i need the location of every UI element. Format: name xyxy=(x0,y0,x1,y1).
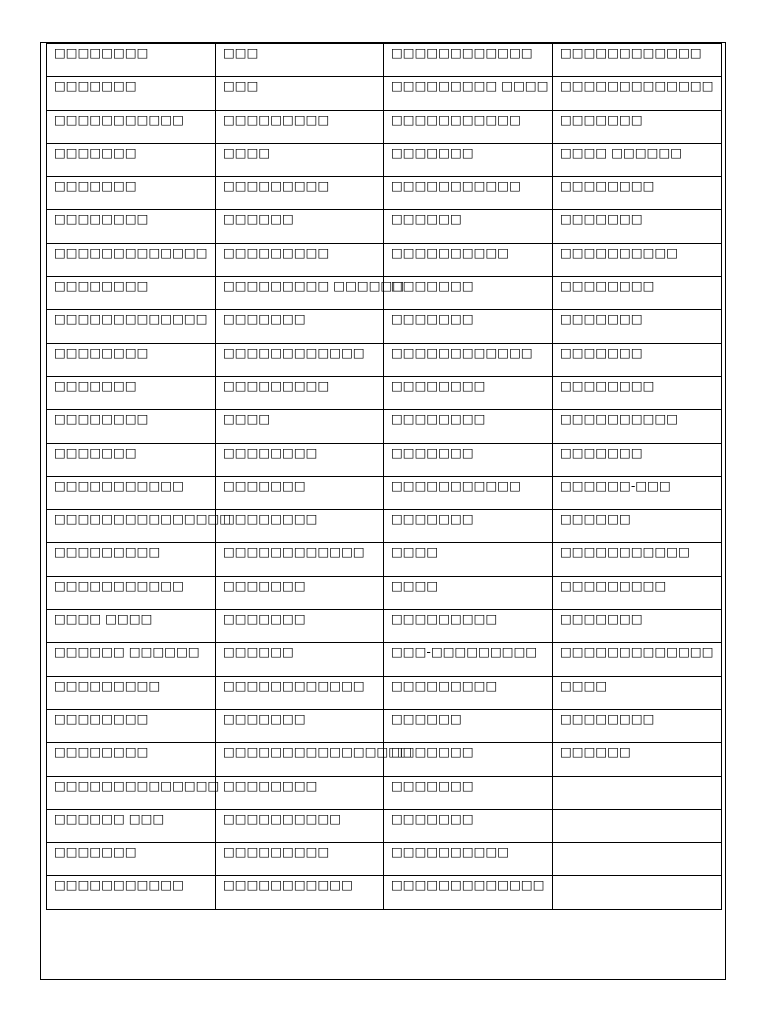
table-cell: □□□□□□□□□ xyxy=(216,243,384,276)
table-cell: □□□□□□ xyxy=(216,210,384,243)
table-cell: □□□□□□□□□□ xyxy=(553,243,722,276)
table-row xyxy=(47,610,722,643)
table-cell: □□□□□□□□□□ xyxy=(384,843,553,876)
table-cell: □□□□□□□ xyxy=(384,776,553,809)
table-cell: □□□□□□□□□□□□□ xyxy=(553,643,722,676)
table-cell: □□□□□□□□□□□ xyxy=(553,543,722,576)
table-cell: □□□□□□□□ xyxy=(216,443,384,476)
table-cell xyxy=(553,876,722,909)
table-cell: □□□□□□□□□□□□□ xyxy=(384,876,553,909)
table-cell: □□□□□□□□□□□□□□ xyxy=(47,776,216,809)
table-cell: □□□□□□□□□□□□ xyxy=(216,343,384,376)
table-row xyxy=(47,576,722,609)
table-cell: □□□□□□□ xyxy=(216,310,384,343)
table-cell: □□□□□□□□□□□□□□□□ xyxy=(216,743,384,776)
table-row xyxy=(47,44,722,77)
table-cell: □□□□□□□□□ xyxy=(384,676,553,709)
table-cell: □□□□□□□□□□□ xyxy=(384,177,553,210)
table-row xyxy=(47,110,722,143)
table-row xyxy=(47,843,722,876)
table-cell: □□□□□□□□ xyxy=(47,743,216,776)
table-cell xyxy=(553,843,722,876)
table-row xyxy=(47,310,722,343)
table-cell: □□□□□□□□ xyxy=(553,376,722,409)
table-cell: □□□□□□□□ xyxy=(47,343,216,376)
table-cell: □□□□□□□□□□□ xyxy=(384,110,553,143)
table-cell: □□□□□□□ xyxy=(553,443,722,476)
table-row xyxy=(47,709,722,742)
table-cell: □□□□□□□ xyxy=(553,610,722,643)
table-cell: □□□□□□□□□□□□ xyxy=(384,44,553,77)
table-row xyxy=(47,343,722,376)
table-row xyxy=(47,210,722,243)
table-cell: □□□□□□□□□□□ xyxy=(47,876,216,909)
table-row xyxy=(47,410,722,443)
table-cell: □□□□□□ xyxy=(384,709,553,742)
table-cell: □□□□□□□□ xyxy=(553,709,722,742)
table-cell: □□□□□□□ xyxy=(47,843,216,876)
table-cell: □□□□□□□□□ xyxy=(216,376,384,409)
table-cell: □□□□□□□□□□ xyxy=(384,243,553,276)
table-row xyxy=(47,543,722,576)
table-cell: □□□□ xyxy=(384,543,553,576)
table-cell: □□□□□□□□□□□ xyxy=(384,476,553,509)
table-row xyxy=(47,510,722,543)
table-cell: □□□□□□□□□□□□□ xyxy=(47,243,216,276)
table-cell: □□□□□□□□ xyxy=(216,776,384,809)
table-cell: □□□□□□□□□□□□ xyxy=(553,44,722,77)
table-cell: □□□□□□□□□ xyxy=(47,543,216,576)
table-cell: □□□□□□□ xyxy=(384,809,553,842)
table-cell: □□□□□□□□□□ xyxy=(216,809,384,842)
table-cell: □□□□□□□□□□ xyxy=(553,410,722,443)
table-cell xyxy=(553,776,722,809)
table-cell: □□□□□□□□□□□ xyxy=(47,110,216,143)
table-cell: □□□□□□ xyxy=(384,210,553,243)
table-cell: □□□□□□□ xyxy=(384,443,553,476)
table-cell: □□□□ xyxy=(216,410,384,443)
table-cell xyxy=(553,809,722,842)
table-cell: □□□-□□□□□□□□□ xyxy=(384,643,553,676)
table-cell: □□□□□□□□□ xyxy=(216,110,384,143)
table-cell: □□□□□□□ xyxy=(47,77,216,110)
table-cell: □□□□□□□ xyxy=(553,110,722,143)
table-cell: □□□□□□□□□□□□ xyxy=(216,543,384,576)
table-row xyxy=(47,809,722,842)
table-cell: □□□□□□□ xyxy=(47,177,216,210)
table-cell: □□□□□□□□ xyxy=(47,709,216,742)
table-row xyxy=(47,676,722,709)
table-cell: □□□□□□□ xyxy=(216,576,384,609)
table-cell: □□□□□□□□ xyxy=(47,410,216,443)
table-cell: □□□□□□□□ xyxy=(553,277,722,310)
table-row xyxy=(47,476,722,509)
table-cell: □□□□□□□□□ xyxy=(216,843,384,876)
table-cell: □□□□□□□ xyxy=(384,277,553,310)
table-cell: □□□□□□□□□□□□□ xyxy=(47,310,216,343)
table-cell: □□□□□□□□□□□□ xyxy=(384,343,553,376)
table-cell: □□□□□□□□ xyxy=(47,210,216,243)
table-cell: □□□□□□□□□ xyxy=(384,610,553,643)
table-cell: □□□□□□□□ xyxy=(216,510,384,543)
table-cell: □□□□□□□ xyxy=(47,443,216,476)
table-cell: □□□□□□□ xyxy=(553,210,722,243)
table-cell: □□□□□□□□ xyxy=(47,277,216,310)
table-cell: □□□□□□□ xyxy=(384,310,553,343)
table-cell: □□□□□□□□□ xyxy=(47,676,216,709)
table-cell: □□□□□□□ xyxy=(47,143,216,176)
table-cell: □□□□□□□□ xyxy=(384,376,553,409)
table-cell: □□□□□□□ xyxy=(216,709,384,742)
table-cell: □□□□ xyxy=(384,576,553,609)
table-cell: □□□□□□□□□□□□ xyxy=(216,676,384,709)
table-cell: □□□□□□□□□□□ xyxy=(216,876,384,909)
table-cell: □□□□□□ xyxy=(553,510,722,543)
table-cell: □□□□□□ □□□□□□ xyxy=(47,643,216,676)
table-cell: □□□□□□□□□□□ xyxy=(47,476,216,509)
table-cell: □□□□□□□□□□□ xyxy=(47,576,216,609)
table-row xyxy=(47,177,722,210)
table-row xyxy=(47,776,722,809)
table-cell: □□□□□□□ xyxy=(47,376,216,409)
table-cell: □□□□□□ □□□ xyxy=(47,809,216,842)
table-cell: □□□□□□□ xyxy=(384,743,553,776)
table-cell: □□□□□□□□ xyxy=(47,44,216,77)
word-list-table xyxy=(46,43,722,910)
table-cell: □□□□□□□□□□□□□□□ xyxy=(47,510,216,543)
table-cell: □□□□□□□ xyxy=(384,143,553,176)
table-cell: □□□□ xyxy=(553,676,722,709)
table-cell: □□□□□□□□ xyxy=(384,410,553,443)
table-cell: □□□□ xyxy=(216,143,384,176)
table-row xyxy=(47,143,722,176)
table-row xyxy=(47,277,722,310)
table-cell: □□□□□□□ xyxy=(384,510,553,543)
table-cell: □□□□□□-□□□ xyxy=(553,476,722,509)
table-row xyxy=(47,643,722,676)
table-cell: □□□□□□□□□ xyxy=(553,576,722,609)
table-row xyxy=(47,876,722,909)
table-row xyxy=(47,243,722,276)
table-cell: □□□□□□□□□ xyxy=(216,177,384,210)
table-cell: □□□□□□□ xyxy=(216,476,384,509)
table-cell: □□□□ □□□□□□ xyxy=(553,143,722,176)
table-cell: □□□□□□□ xyxy=(216,610,384,643)
table-row xyxy=(47,743,722,776)
table-cell: □□□□□□□ xyxy=(553,310,722,343)
table-row xyxy=(47,376,722,409)
table-cell: □□□□□□□□□□□□□ xyxy=(553,77,722,110)
table-cell: □□□□□□□□□ □□□□□□ xyxy=(216,277,384,310)
table-row xyxy=(47,77,722,110)
table-cell: □□□□ □□□□ xyxy=(47,610,216,643)
table-row xyxy=(47,443,722,476)
table-cell: □□□ xyxy=(216,44,384,77)
table-cell: □□□□□□□□□ □□□□ xyxy=(384,77,553,110)
table-cell: □□□□□□ xyxy=(553,743,722,776)
table-cell: □□□□□□□□ xyxy=(553,177,722,210)
table-cell: □□□□□□□ xyxy=(553,343,722,376)
table-cell: □□□ xyxy=(216,77,384,110)
table-cell: □□□□□□ xyxy=(216,643,384,676)
